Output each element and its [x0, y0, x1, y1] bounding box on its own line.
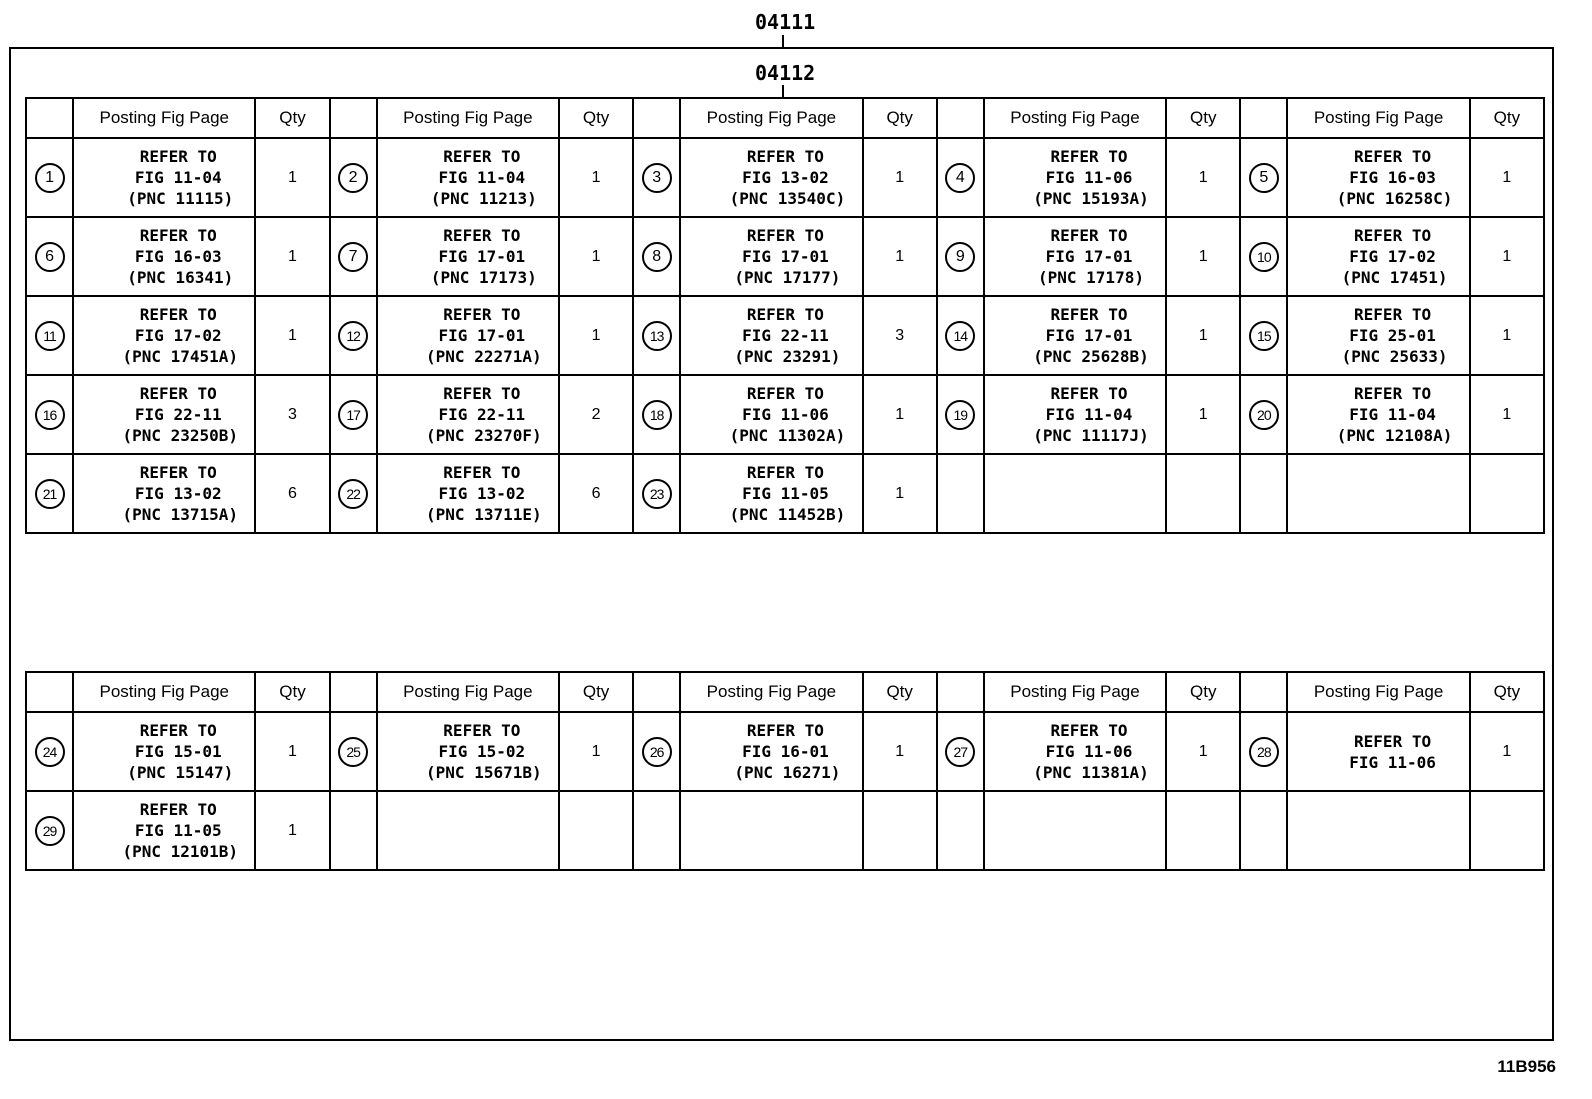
- qty-cell: 6: [255, 454, 329, 533]
- refer-to-text: REFER TO: [746, 147, 824, 166]
- qty-cell: 1: [255, 296, 329, 375]
- pnc-reference: (PNC 16341): [127, 268, 234, 287]
- posting-fig-page-cell: [73, 138, 255, 217]
- item-number-badge: 4: [945, 163, 975, 193]
- posting-fig-page-cell: [680, 791, 862, 870]
- item-number-badge: 14: [945, 321, 975, 351]
- item-number-badge: 3: [642, 163, 672, 193]
- posting-fig-page-cell: [984, 712, 1166, 791]
- fig-reference: FIG 13-02: [742, 168, 829, 187]
- refer-to-text: REFER TO: [443, 721, 521, 740]
- index-cell: [330, 454, 377, 533]
- table-row: [26, 138, 1544, 217]
- header-posting-fig-page: Posting Fig Page: [377, 98, 559, 138]
- item-number-badge: 10: [1249, 242, 1279, 272]
- outer-group-tick: [782, 35, 784, 47]
- fig-reference: FIG 13-02: [438, 484, 526, 503]
- posting-fig-page-cell: [984, 296, 1166, 375]
- index-cell: [330, 138, 377, 217]
- qty-cell: 1: [559, 138, 633, 217]
- posting-fig-page-cell: [73, 712, 255, 791]
- posting-fig-page-cell: [1287, 712, 1469, 791]
- pnc-reference: (PNC 11213): [430, 189, 537, 208]
- pnc-reference: (PNC 16271): [734, 763, 841, 782]
- index-cell: [1240, 375, 1287, 454]
- refer-to-text: REFER TO: [746, 463, 824, 482]
- item-number-badge: 26: [642, 737, 672, 767]
- index-cell: [1240, 454, 1287, 533]
- pnc-reference: (PNC 15671B): [426, 763, 542, 782]
- pnc-reference: (PNC 11117J): [1033, 426, 1149, 445]
- posting-fig-page-cell: [984, 138, 1166, 217]
- pnc-reference: (PNC 15193A): [1033, 189, 1149, 208]
- header-qty: Qty: [559, 98, 633, 138]
- qty-cell: 1: [255, 138, 329, 217]
- posting-fig-page-cell: [377, 217, 559, 296]
- header-row: [26, 98, 1544, 138]
- qty-cell: 1: [863, 375, 937, 454]
- posting-fig-page-cell: [680, 138, 862, 217]
- header-index-cell: [633, 98, 680, 138]
- outer-group-label: 04111: [755, 10, 816, 34]
- refer-to-text: REFER TO: [139, 721, 217, 740]
- table-row: [26, 791, 1544, 870]
- parts-table-lower: [25, 671, 1545, 871]
- posting-fig-page-cell: [1287, 375, 1469, 454]
- pnc-reference: (PNC 25628B): [1033, 347, 1149, 366]
- posting-fig-page-cell: [1287, 138, 1469, 217]
- posting-fig-page-cell: [73, 296, 255, 375]
- item-number-badge: 6: [35, 242, 65, 272]
- index-cell: [633, 296, 680, 375]
- item-number-badge: 22: [338, 479, 368, 509]
- item-number-badge: 17: [338, 400, 368, 430]
- header-posting-fig-page: Posting Fig Page: [984, 98, 1166, 138]
- qty-cell: 3: [863, 296, 937, 375]
- fig-reference: FIG 22-11: [742, 326, 829, 345]
- header-qty: Qty: [863, 98, 937, 138]
- posting-fig-page-cell: [680, 375, 862, 454]
- qty-cell: 3: [255, 375, 329, 454]
- inner-group-label: 04112: [755, 61, 816, 85]
- qty-cell: 2: [559, 375, 633, 454]
- refer-to-text: REFER TO: [443, 305, 521, 324]
- fig-reference: FIG 17-02: [134, 326, 222, 345]
- pnc-reference: (PNC 12108A): [1336, 426, 1453, 445]
- header-qty: Qty: [559, 672, 633, 712]
- table-row: [26, 296, 1544, 375]
- item-number-badge: 20: [1249, 400, 1279, 430]
- pnc-reference: (PNC 16258C): [1336, 189, 1453, 208]
- pnc-reference: (PNC 12101B): [122, 842, 239, 861]
- fig-reference: FIG 15-02: [438, 742, 526, 761]
- refer-to-text: REFER TO: [1354, 731, 1432, 751]
- fig-reference: FIG 11-06: [1045, 168, 1133, 187]
- fig-reference: FIG 11-04: [438, 168, 526, 187]
- fig-reference: FIG 11-06: [1045, 742, 1133, 761]
- item-number-badge: 28: [1249, 737, 1279, 767]
- posting-fig-page-cell: [680, 712, 862, 791]
- header-posting-fig-page: Posting Fig Page: [1287, 672, 1469, 712]
- pnc-reference: (PNC 23291): [734, 347, 841, 366]
- refer-to-text: REFER TO: [746, 721, 824, 740]
- qty-cell: [1166, 454, 1240, 533]
- qty-cell: 1: [1470, 138, 1544, 217]
- qty-cell: 1: [1166, 296, 1240, 375]
- qty-cell: [1470, 791, 1544, 870]
- header-posting-fig-page: Posting Fig Page: [680, 672, 862, 712]
- posting-fig-page-cell: [377, 791, 559, 870]
- index-cell: [330, 712, 377, 791]
- index-cell: [330, 791, 377, 870]
- refer-to-text: REFER TO: [443, 226, 521, 245]
- qty-cell: 1: [1470, 375, 1544, 454]
- pnc-reference: (PNC 17451A): [122, 347, 239, 366]
- index-cell: [937, 791, 984, 870]
- item-number-badge: 24: [35, 737, 65, 767]
- figure-code: 11B956: [1497, 1057, 1556, 1076]
- item-number-badge: 15: [1249, 321, 1279, 351]
- header-qty: Qty: [1166, 98, 1240, 138]
- qty-cell: 1: [863, 454, 937, 533]
- index-cell: [937, 712, 984, 791]
- header-index-cell: [633, 672, 680, 712]
- index-cell: [633, 454, 680, 533]
- item-number-badge: 8: [642, 242, 672, 272]
- posting-fig-page-cell: [1287, 217, 1469, 296]
- item-number-badge: 1: [35, 163, 65, 193]
- posting-fig-page-cell: [680, 296, 862, 375]
- refer-to-text: REFER TO: [139, 226, 217, 245]
- header-posting-fig-page: Posting Fig Page: [680, 98, 862, 138]
- refer-to-text: REFER TO: [1050, 384, 1128, 403]
- refer-to-text: REFER TO: [139, 147, 217, 166]
- header-qty: Qty: [863, 672, 937, 712]
- parts-table-upper: [25, 97, 1545, 534]
- pnc-reference: (PNC 22271A): [426, 347, 542, 366]
- qty-cell: 1: [559, 217, 633, 296]
- fig-reference: FIG 11-06: [742, 405, 829, 424]
- index-cell: [633, 712, 680, 791]
- pnc-reference: (PNC 11381A): [1033, 763, 1149, 782]
- qty-cell: 1: [255, 217, 329, 296]
- header-qty: Qty: [1470, 672, 1544, 712]
- table-row: [26, 217, 1544, 296]
- index-cell: [937, 454, 984, 533]
- posting-fig-page-cell: [1287, 791, 1469, 870]
- qty-cell: 1: [863, 712, 937, 791]
- fig-reference: FIG 11-04: [1349, 405, 1436, 424]
- qty-cell: 1: [559, 296, 633, 375]
- pnc-reference: (PNC 11115): [127, 189, 234, 208]
- fig-reference: FIG 25-01: [1349, 326, 1436, 345]
- header-posting-fig-page: Posting Fig Page: [1287, 98, 1469, 138]
- posting-fig-page-cell: [1287, 296, 1469, 375]
- refer-to-text: REFER TO: [443, 384, 521, 403]
- fig-reference: FIG 16-03: [134, 247, 222, 266]
- fig-reference: FIG 11-04: [134, 168, 222, 187]
- index-cell: [330, 296, 377, 375]
- table-row: [26, 375, 1544, 454]
- index-cell: [937, 217, 984, 296]
- refer-to-text: REFER TO: [746, 384, 824, 403]
- item-number-badge: 5: [1249, 163, 1279, 193]
- refer-to-text: REFER TO: [746, 226, 824, 245]
- header-index-cell: [937, 98, 984, 138]
- qty-cell: 1: [559, 712, 633, 791]
- header-index-cell: [330, 672, 377, 712]
- refer-to-text: REFER TO: [139, 463, 217, 482]
- index-cell: [937, 375, 984, 454]
- qty-cell: [863, 791, 937, 870]
- index-cell: [26, 454, 73, 533]
- index-cell: [26, 791, 73, 870]
- pnc-reference: (PNC 17451): [1341, 268, 1448, 287]
- fig-reference: FIG 11-05: [742, 484, 829, 503]
- index-cell: [1240, 138, 1287, 217]
- refer-to-text: REFER TO: [1354, 147, 1432, 166]
- refer-to-text: REFER TO: [1050, 721, 1128, 740]
- pnc-reference: (PNC 13711E): [426, 505, 542, 524]
- item-number-badge: 2: [338, 163, 368, 193]
- index-cell: [26, 217, 73, 296]
- fig-reference: FIG 22-11: [438, 405, 526, 424]
- posting-fig-page-cell: [73, 217, 255, 296]
- pnc-reference: (PNC 23250B): [122, 426, 239, 445]
- posting-fig-page-cell: [984, 217, 1166, 296]
- posting-fig-page-cell: [73, 791, 255, 870]
- pnc-reference: (PNC 17177): [734, 268, 841, 287]
- fig-reference: FIG 17-01: [1045, 326, 1133, 345]
- item-number-badge: 11: [35, 321, 65, 351]
- header-posting-fig-page: Posting Fig Page: [73, 98, 255, 138]
- index-cell: [26, 138, 73, 217]
- fig-reference: FIG 16-01: [742, 742, 829, 761]
- fig-reference: FIG 17-02: [1349, 247, 1436, 266]
- qty-cell: [1470, 454, 1544, 533]
- posting-fig-page-cell: [984, 375, 1166, 454]
- posting-fig-page-cell: [73, 375, 255, 454]
- index-cell: [1240, 712, 1287, 791]
- refer-to-text: REFER TO: [443, 147, 521, 166]
- item-number-badge: 13: [642, 321, 672, 351]
- item-number-badge: 29: [35, 816, 65, 846]
- fig-reference: FIG 22-11: [134, 405, 222, 424]
- posting-fig-page-cell: [680, 217, 862, 296]
- item-number-badge: 19: [945, 400, 975, 430]
- pnc-reference: (PNC 11302A): [729, 426, 846, 445]
- header-qty: Qty: [255, 98, 329, 138]
- fig-reference: FIG 11-06: [1349, 752, 1436, 772]
- refer-to-text: REFER TO: [139, 800, 217, 819]
- qty-cell: 1: [1470, 217, 1544, 296]
- qty-cell: 1: [1470, 712, 1544, 791]
- refer-to-text: REFER TO: [746, 305, 824, 324]
- pnc-reference: (PNC 17173): [430, 268, 537, 287]
- qty-cell: [1166, 791, 1240, 870]
- header-qty: Qty: [1166, 672, 1240, 712]
- fig-reference: FIG 17-01: [742, 247, 829, 266]
- item-number-badge: 12: [338, 321, 368, 351]
- refer-to-text: REFER TO: [139, 384, 217, 403]
- header-posting-fig-page: Posting Fig Page: [984, 672, 1166, 712]
- header-index-cell: [1240, 672, 1287, 712]
- header-qty: Qty: [255, 672, 329, 712]
- pnc-reference: (PNC 25633): [1341, 347, 1448, 366]
- pnc-reference: (PNC 23270F): [426, 426, 542, 445]
- item-number-badge: 23: [642, 479, 672, 509]
- qty-cell: 6: [559, 454, 633, 533]
- header-posting-fig-page: Posting Fig Page: [73, 672, 255, 712]
- header-posting-fig-page: Posting Fig Page: [377, 672, 559, 712]
- refer-to-text: REFER TO: [1354, 384, 1432, 403]
- header-index-cell: [330, 98, 377, 138]
- item-number-badge: 16: [35, 400, 65, 430]
- posting-fig-page-cell: [1287, 454, 1469, 533]
- item-number-badge: 7: [338, 242, 368, 272]
- index-cell: [1240, 296, 1287, 375]
- header-index-cell: [26, 98, 73, 138]
- header-index-cell: [1240, 98, 1287, 138]
- refer-to-text: REFER TO: [1050, 226, 1128, 245]
- qty-cell: 1: [1166, 712, 1240, 791]
- item-number-badge: 18: [642, 400, 672, 430]
- refer-to-text: REFER TO: [1354, 226, 1432, 245]
- posting-fig-page-cell: [680, 454, 862, 533]
- fig-reference: FIG 13-02: [134, 484, 222, 503]
- index-cell: [26, 712, 73, 791]
- fig-reference: FIG 16-03: [1349, 168, 1436, 187]
- header-qty: Qty: [1470, 98, 1544, 138]
- fig-reference: FIG 11-04: [1045, 405, 1133, 424]
- item-number-badge: 27: [945, 737, 975, 767]
- index-cell: [1240, 791, 1287, 870]
- posting-fig-page-cell: [377, 296, 559, 375]
- qty-cell: 1: [255, 791, 329, 870]
- qty-cell: 1: [1470, 296, 1544, 375]
- table-row: [26, 712, 1544, 791]
- qty-cell: 1: [1166, 138, 1240, 217]
- index-cell: [633, 138, 680, 217]
- fig-reference: FIG 17-01: [1045, 247, 1133, 266]
- header-index-cell: [26, 672, 73, 712]
- index-cell: [633, 217, 680, 296]
- posting-fig-page-cell: [984, 791, 1166, 870]
- item-number-badge: 9: [945, 242, 975, 272]
- qty-cell: 1: [1166, 217, 1240, 296]
- fig-reference: FIG 11-05: [134, 821, 222, 840]
- fig-reference: FIG 17-01: [438, 326, 526, 345]
- refer-to-text: REFER TO: [139, 305, 217, 324]
- qty-cell: 1: [863, 217, 937, 296]
- posting-fig-page-cell: [377, 138, 559, 217]
- pnc-reference: (PNC 17178): [1038, 268, 1144, 287]
- index-cell: [26, 296, 73, 375]
- pnc-reference: (PNC 13540C): [729, 189, 846, 208]
- pnc-reference: (PNC 13715A): [122, 505, 239, 524]
- header-index-cell: [937, 672, 984, 712]
- table-row: [26, 454, 1544, 533]
- refer-to-text: REFER TO: [443, 463, 521, 482]
- index-cell: [330, 375, 377, 454]
- qty-cell: 1: [863, 138, 937, 217]
- posting-fig-page-cell: [73, 454, 255, 533]
- index-cell: [26, 375, 73, 454]
- pnc-reference: (PNC 15147): [127, 763, 234, 782]
- index-cell: [633, 791, 680, 870]
- posting-fig-page-cell: [377, 454, 559, 533]
- pnc-reference: (PNC 11452B): [729, 505, 846, 524]
- qty-cell: [559, 791, 633, 870]
- item-number-badge: 21: [35, 479, 65, 509]
- fig-reference: FIG 15-01: [134, 742, 222, 761]
- index-cell: [937, 296, 984, 375]
- qty-cell: 1: [1166, 375, 1240, 454]
- index-cell: [1240, 217, 1287, 296]
- item-number-badge: 25: [338, 737, 368, 767]
- index-cell: [330, 217, 377, 296]
- posting-fig-page-cell: [377, 712, 559, 791]
- refer-to-text: REFER TO: [1050, 305, 1128, 324]
- refer-to-text: REFER TO: [1050, 147, 1128, 166]
- fig-reference: FIG 17-01: [438, 247, 526, 266]
- posting-fig-page-cell: [984, 454, 1166, 533]
- header-row: [26, 672, 1544, 712]
- qty-cell: 1: [255, 712, 329, 791]
- posting-fig-page-cell: [377, 375, 559, 454]
- refer-to-text: REFER TO: [1354, 305, 1432, 324]
- index-cell: [937, 138, 984, 217]
- index-cell: [633, 375, 680, 454]
